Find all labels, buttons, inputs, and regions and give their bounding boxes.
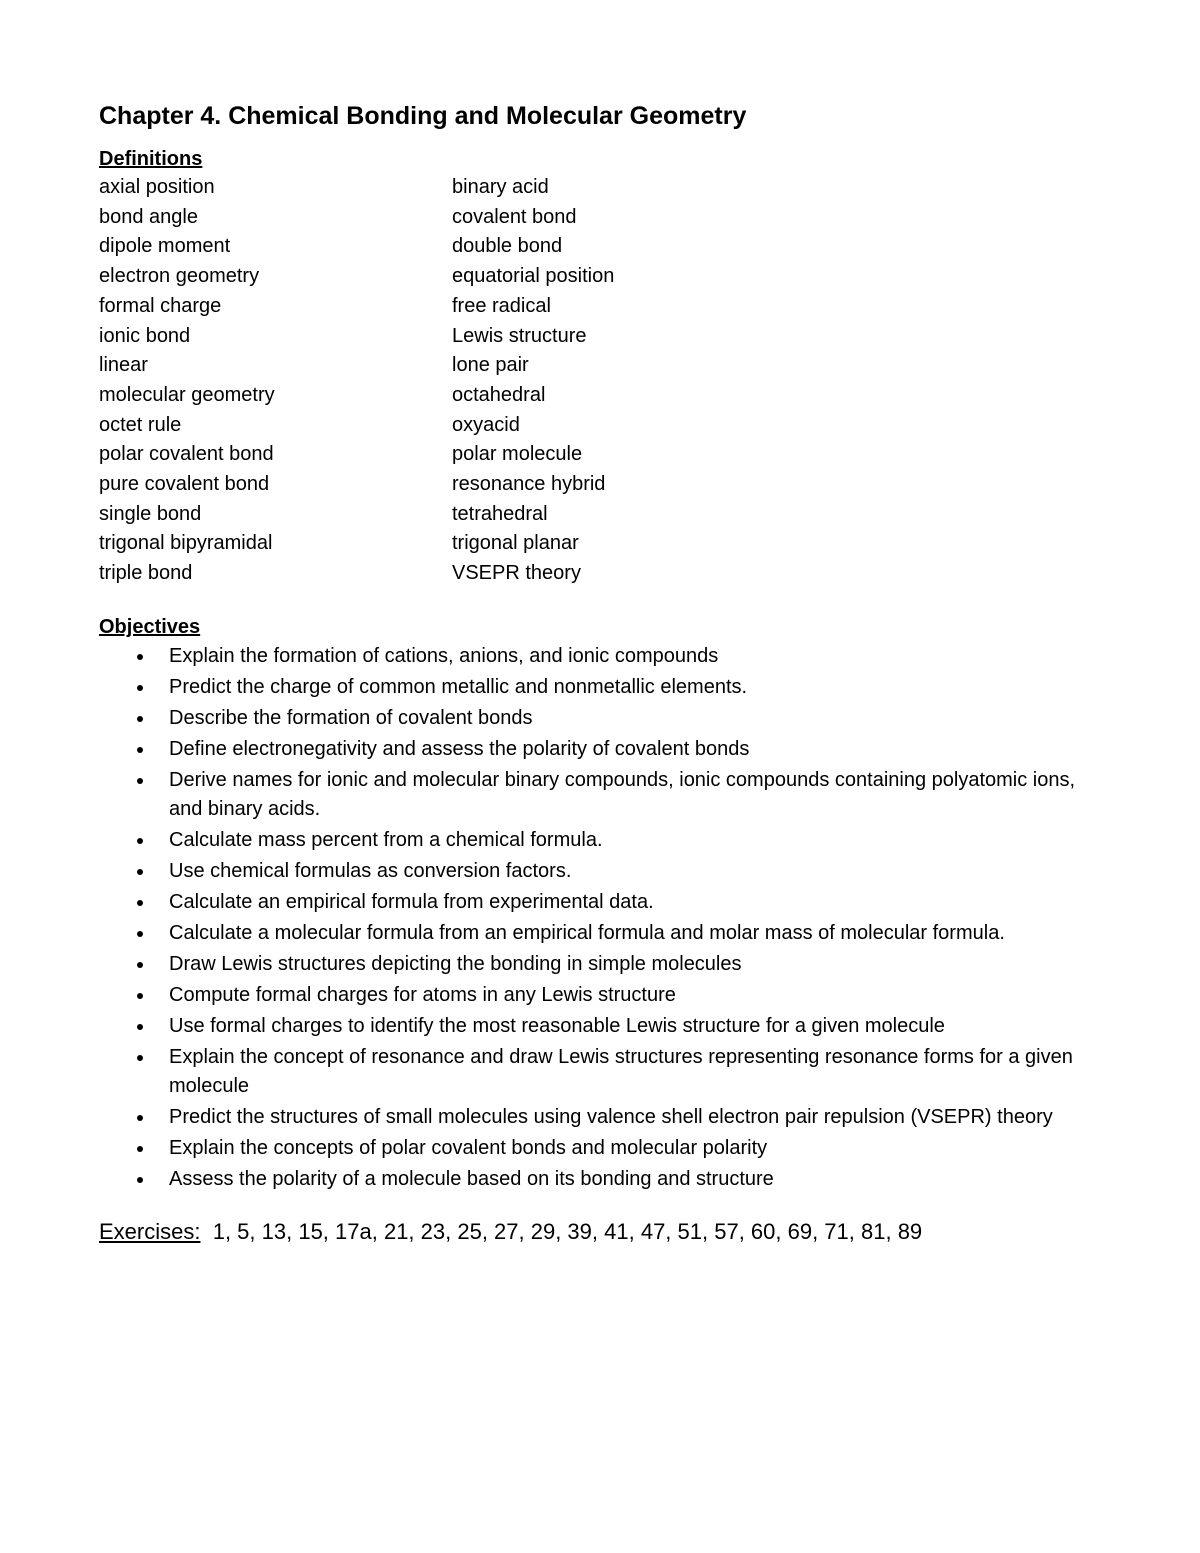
objective-item — [99, 673, 1109, 702]
definition-term: resonance hybrid — [452, 473, 606, 496]
definition-term: axial position — [99, 176, 215, 198]
definition-row — [99, 232, 614, 262]
definition-term: trigonal bipyramidal — [99, 532, 273, 555]
objective-item — [99, 1043, 1109, 1101]
objective-item — [99, 642, 1109, 671]
page-title: Chapter 4. Chemical Bonding and Molecular Geometry — [99, 102, 747, 130]
definition-row — [99, 470, 614, 500]
definition-row — [99, 559, 614, 589]
objective-text: Explain the concept of resonance and draw Lewis structures representing resonance forms for a given molecule — [169, 1045, 1073, 1097]
objective-text: Calculate mass percent from a chemical formula. — [169, 828, 603, 851]
objective-item — [99, 857, 1109, 886]
objectives-list — [99, 642, 1109, 1194]
definition-term: binary acid — [452, 176, 549, 198]
definition-term: triple bond — [99, 562, 193, 585]
objective-item — [99, 735, 1109, 764]
definition-row — [99, 351, 614, 381]
objective-text: Define electronegativity and assess the polarity of covalent bonds — [169, 737, 750, 760]
definition-term: free radical — [452, 294, 551, 317]
bullet-icon — [137, 993, 143, 999]
exercises-line — [99, 1216, 1109, 1248]
objective-text: Predict the structures of small molecules using valence shell electron pair repulsion (VSEPR) theory — [169, 1105, 1053, 1128]
definition-row — [99, 411, 614, 441]
bullet-icon — [137, 1055, 143, 1061]
objective-text: Explain the concepts of polar covalent bonds and molecular polarity — [169, 1136, 768, 1159]
definitions-heading: Definitions — [99, 148, 203, 170]
definition-row — [99, 381, 614, 411]
bullet-icon — [137, 747, 143, 753]
bullet-icon — [137, 838, 143, 844]
exercises-list: 1, 5, 13, 15, 17a, 21, 23, 25, 27, 29, 39, 41, 47, 51, 57, 60, 69, 71, 81, 89 — [212, 1218, 923, 1244]
document-page — [99, 98, 1109, 1248]
definition-term: bond angle — [99, 205, 198, 228]
definition-term: dipole moment — [99, 235, 231, 258]
bullet-icon — [137, 716, 143, 722]
bullet-icon — [137, 1115, 143, 1121]
definition-term: single bond — [99, 502, 202, 525]
bullet-icon — [137, 654, 143, 660]
objective-text: Describe the formation of covalent bonds — [169, 706, 533, 729]
definition-term: polar covalent bond — [99, 443, 274, 466]
bullet-icon — [137, 869, 143, 875]
definition-row — [99, 173, 614, 203]
bullet-icon — [137, 962, 143, 968]
objective-item — [99, 919, 1109, 948]
definition-row — [99, 262, 614, 292]
objective-item — [99, 766, 1109, 824]
definition-term: polar molecule — [452, 443, 583, 466]
definition-term: Lewis structure — [452, 324, 587, 347]
definition-term: pure covalent bond — [99, 473, 270, 496]
definition-term: lone pair — [452, 354, 529, 377]
definition-term: double bond — [452, 235, 563, 258]
objective-text: Explain the formation of cations, anions, and ionic compounds — [169, 644, 719, 667]
definition-row — [99, 292, 614, 322]
objective-text: Use chemical formulas as conversion factors. — [169, 859, 572, 882]
objective-item — [99, 826, 1109, 855]
definition-row — [99, 203, 614, 233]
definition-term: equatorial position — [452, 265, 615, 288]
objective-item — [99, 888, 1109, 917]
objective-item — [99, 1165, 1109, 1194]
bullet-icon — [137, 1177, 143, 1183]
definition-term: ionic bond — [99, 324, 191, 347]
bullet-icon — [137, 900, 143, 906]
definitions-table — [99, 173, 614, 589]
objective-item — [99, 1103, 1109, 1132]
definition-term: electron geometry — [99, 265, 260, 288]
objective-text: Draw Lewis structures depicting the bonding in simple molecules — [169, 952, 742, 975]
bullet-icon — [137, 778, 143, 784]
definition-term: molecular geometry — [99, 383, 275, 406]
bullet-icon — [137, 1024, 143, 1030]
objective-text: Predict the charge of common metallic and nonmetallic elements. — [169, 675, 748, 698]
objective-item — [99, 950, 1109, 979]
objective-text: Calculate a molecular formula from an empirical formula and molar mass of molecular formula. — [169, 921, 1005, 944]
definition-term: covalent bond — [452, 205, 577, 228]
objective-text: Calculate an empirical formula from experimental data. — [169, 890, 654, 913]
objective-item — [99, 1012, 1109, 1041]
definition-row — [99, 322, 614, 352]
bullet-icon — [137, 931, 143, 937]
bullet-icon — [137, 685, 143, 691]
objective-text: Assess the polarity of a molecule based on its bonding and structure — [169, 1167, 774, 1190]
definition-row — [99, 529, 614, 559]
objective-text: Use formal charges to identify the most reasonable Lewis structure for a given molecule — [169, 1014, 945, 1037]
definition-row — [99, 500, 614, 530]
definition-row — [99, 440, 614, 470]
objective-item — [99, 1134, 1109, 1163]
objective-item — [99, 704, 1109, 733]
objectives-heading: Objectives — [99, 615, 201, 638]
objective-text: Compute formal charges for atoms in any Lewis structure — [169, 983, 676, 1006]
objective-text: Derive names for ionic and molecular binary compounds, ionic compounds containing polyatomic ions, and binary acids. — [169, 768, 1076, 820]
exercises-label: Exercises: — [99, 1218, 201, 1244]
definition-term: VSEPR theory — [452, 562, 581, 585]
definition-term: octahedral — [452, 383, 546, 406]
definition-term: linear — [99, 354, 148, 377]
definition-term: formal charge — [99, 294, 222, 317]
definition-term: octet rule — [99, 413, 182, 436]
bullet-icon — [137, 1146, 143, 1152]
definition-term: trigonal planar — [452, 532, 579, 555]
objective-item — [99, 981, 1109, 1010]
definition-term: tetrahedral — [452, 502, 548, 525]
definition-term: oxyacid — [452, 413, 520, 436]
